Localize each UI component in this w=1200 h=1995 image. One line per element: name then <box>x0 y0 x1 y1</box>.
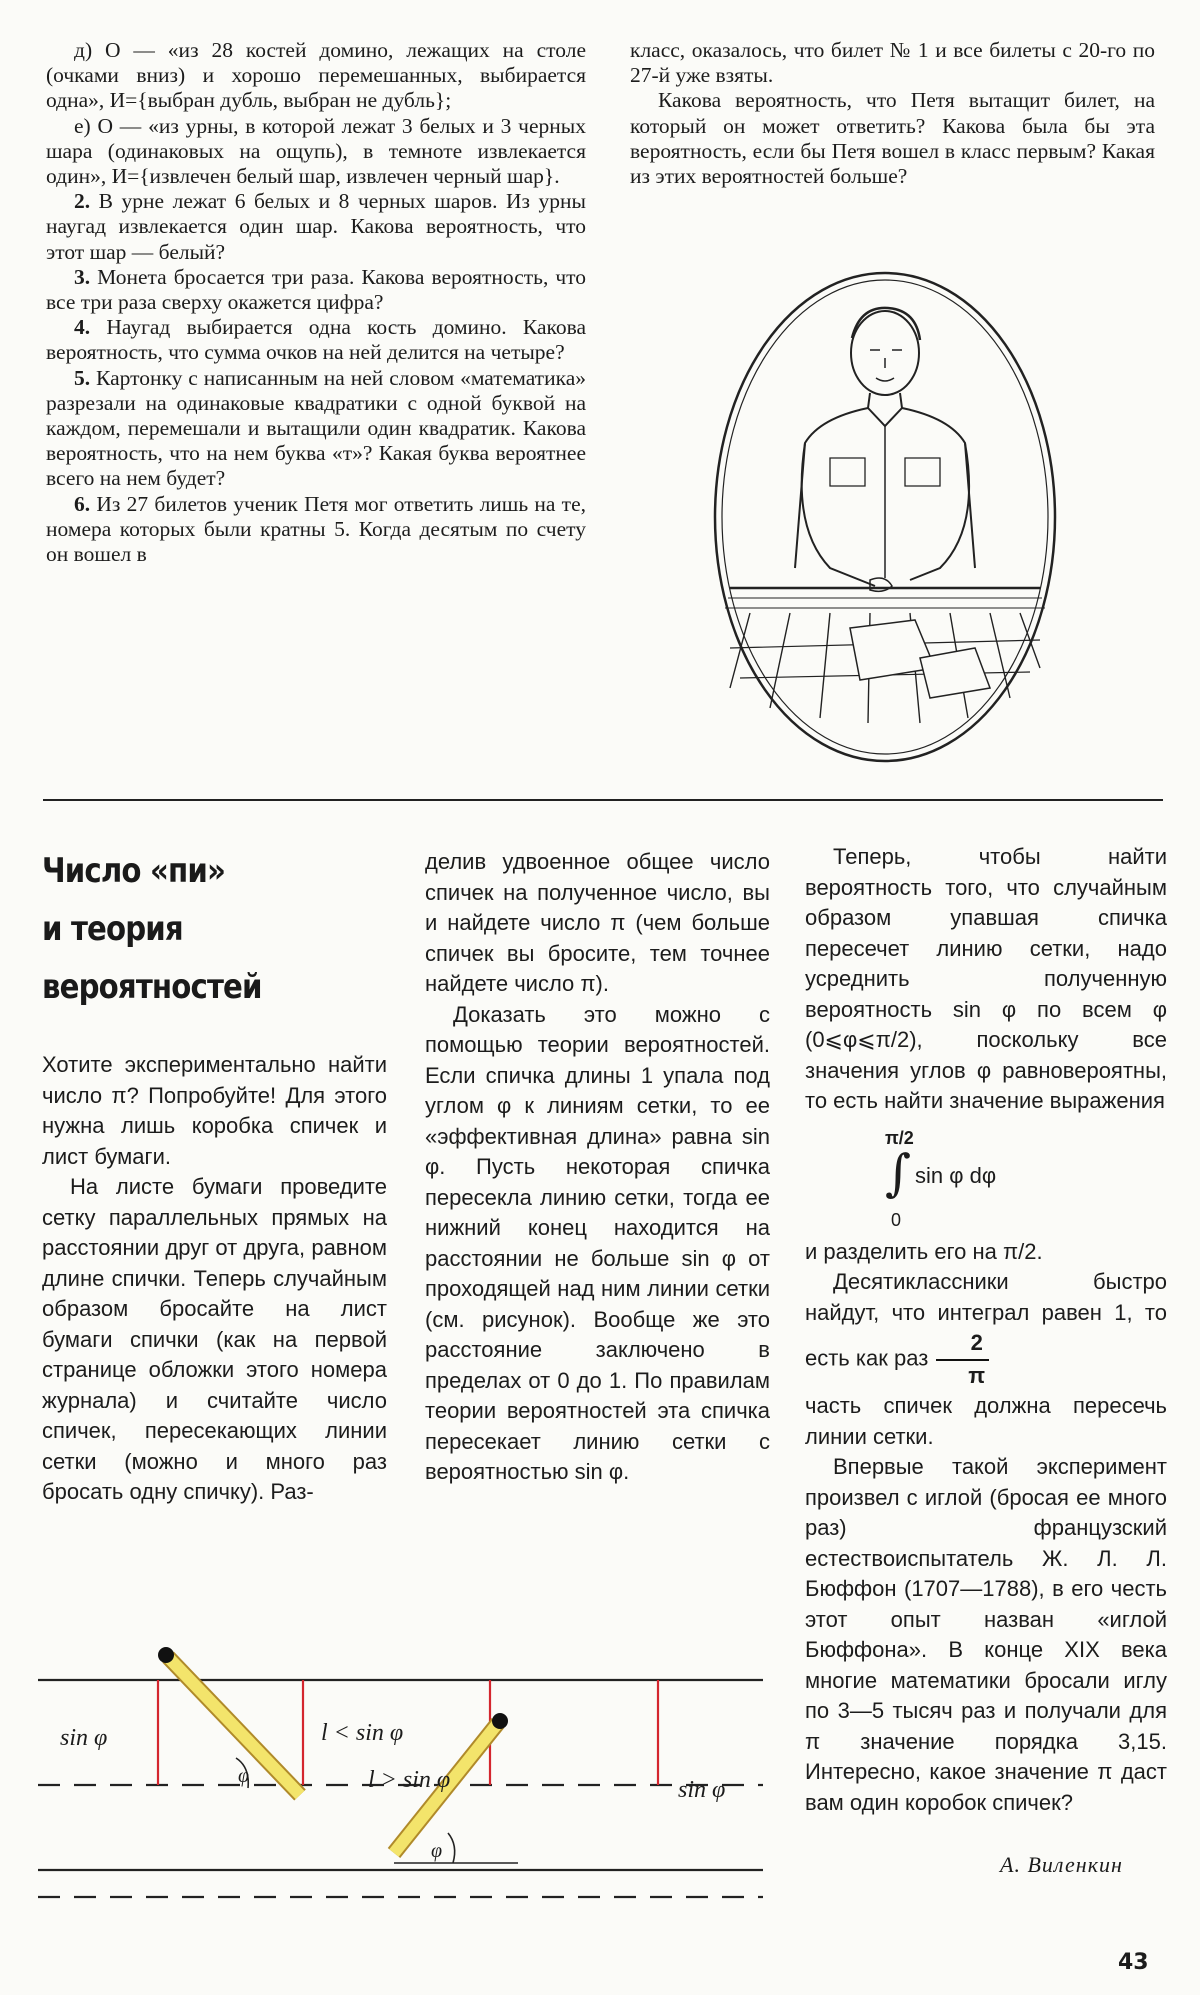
paragraph <box>805 1267 1167 1391</box>
integral-lower-limit: 0 <box>891 1209 902 1230</box>
title-line: Число «пи» <box>42 851 226 891</box>
problem-1e: е) О — «из урны, в которой лежат 3 белых и 3 черных шара (одинаковых на ощупь), в темноте извлекается один», И={извлечен белый шар, извлечен черный шар}. <box>46 113 586 189</box>
paragraph: часть спичек должна пересечь линии сетки. <box>805 1393 1167 1449</box>
problem-text: В урне лежат 6 белых и 8 черных шаров. Из урны наугад извлекается один шар. Какова вероятность, что этот шар — белый? <box>46 189 586 264</box>
problem-4 <box>46 315 586 365</box>
integral-sign: ∫ <box>885 1143 912 1202</box>
article-column-3 <box>805 842 1167 1818</box>
problem-number: 4. <box>74 315 91 340</box>
problem-6-continued: класс, оказалось, что билет № 1 и все билеты с 20-го по 27-й уже взяты. <box>630 38 1155 88</box>
page-number: 43 <box>1118 1950 1149 1975</box>
paragraph: Доказать это можно с помощью теории вероятностей. Если спичка длины 1 упала под углом φ к линиям сетки, то ее «эффективная длина» равна sin φ. Пусть некоторая спичка пересекла линию сетки, тогда ее нижний конец находится на расстоянии не больше sin φ от проходящей над ним линии сетки (см. рисунок). Вообще же это расстояние заключено в пределах от 0 до 1. По правилам теории вероятностей эта спичка пересекает линию сетки с вероятностью sin φ. <box>425 1001 770 1484</box>
angle-arc-right <box>448 1833 455 1863</box>
problem-text: Из 27 билетов ученик Петя мог ответить лишь на те, номера которых были кратны 5. Когда десятым по счету он вошел в <box>46 491 586 567</box>
match-crossing <box>158 1647 300 1795</box>
problem-3 <box>46 265 586 315</box>
fraction-two-over-pi <box>936 1328 989 1391</box>
integral-body: sin φ dφ <box>915 1162 997 1188</box>
angle-label-left: φ <box>238 1765 250 1787</box>
article-title <box>42 842 309 1016</box>
buffon-needle-diagram <box>38 1615 778 1905</box>
label-sin-left: sin φ <box>60 1725 108 1751</box>
label-sin-right: sin φ <box>678 1777 726 1803</box>
integral-formula <box>805 1117 1167 1237</box>
paragraph: Впервые такой эксперимент произвел с иглой (бросая ее много раз) французский естествоиспытатель Ж. Л. Л. Бюффон (1707—1788), в его честь этот опыт назван «иглой Бюффона». В конце XIX века многие математики бросали иглу по 3—5 тысяч раз и получали для π значение порядка 3,15. Интересно, какое значение π даст вам один коробок спичек? <box>805 1454 1167 1815</box>
problem-text: Монета бросается три раза. Какова вероятность, что все три раза сверху окажется цифра? <box>46 264 587 315</box>
problems-column-right <box>630 38 1155 189</box>
problems-column-left <box>46 38 586 567</box>
problem-text: Картонку с написанным на ней словом «математика» разрезали на одинаковые квадратики с одной буквой на каждом, перемешали и вытащили один квадратик. Какова вероятность, что на нем буква «т»? Какая буква вероятнее всего на нем будет? <box>46 365 586 491</box>
paragraph: делив удвоенное общее число спичек на полученное число, вы и найдете число π (чем больше спичек вы бросите, тем точнее найдете число π). <box>425 849 770 996</box>
paragraph: На листе бумаги проведите сетку параллельных прямых на расстоянии друг от друга, равном длине спички. Теперь случайным образом бросайте на лист бумаги спички (как на первой странице обложки этого номера журнала) и считайте число спичек, пересекающих линии сетки (можно и много раз бросать одну спичку). Раз- <box>42 1174 387 1504</box>
fraction-numerator: 2 <box>936 1328 989 1361</box>
problem-number: 6. <box>74 491 91 516</box>
problem-2 <box>46 189 586 265</box>
paragraph: Хотите экспериментально найти число π? Попробуйте! Для этого нужна лишь коробка спичек и лист бумаги. <box>42 1052 387 1169</box>
label-l-greater-sin: l > sin φ <box>368 1767 451 1793</box>
problem-number: 2. <box>74 189 91 214</box>
paragraph: и разделить его на π/2. <box>805 1238 1043 1264</box>
paragraph: Теперь, чтобы найти вероятность того, что случайным образом упавшая спичка пересечет линию сетки, надо усреднить полученную вероятность sin φ по всем φ (0⩽φ⩽π/2), поскольку все значения углов φ равновероятны, то есть найти значение выражения <box>805 844 1167 1113</box>
problem-6 <box>46 492 586 568</box>
problem-number: 5. <box>74 365 91 390</box>
fraction-denominator: π <box>968 1362 986 1388</box>
problem-6-question: Какова вероятность, что Петя вытащит билет, на который он может ответить? Какова была бы эта вероятность, если бы Петя вошел в класс первым? Какая из этих вероятностей больше? <box>630 88 1155 189</box>
problem-1d: д) О — «из 28 костей домино, лежащих на столе (очками вниз) и хорошо перемешанных, выбирается одна», И={выбран дубль, выбран не дубль}; <box>46 38 586 113</box>
angle-label-right: φ <box>431 1840 443 1862</box>
title-line: вероятностей <box>42 967 262 1007</box>
paragraph-text: Десятиклассники быстро найдут, что интеграл равен 1, то есть как раз <box>805 1269 1167 1371</box>
title-line: и теория <box>42 909 183 949</box>
section-divider <box>43 799 1163 801</box>
student-illustration <box>710 268 1060 766</box>
label-l-less-sin: l < sin φ <box>321 1720 404 1746</box>
article-column-2 <box>425 847 770 1488</box>
problem-text: Наугад выбирается одна кость домино. Какова вероятность, что сумма очков на ней делится на четыре? <box>46 315 587 365</box>
author-signature: А. Виленкин <box>1000 1852 1123 1877</box>
article-column-1 <box>42 1050 387 1508</box>
problem-5 <box>46 366 586 492</box>
problem-number: 3. <box>74 264 91 289</box>
integral-upper-limit: π/2 <box>885 1127 914 1148</box>
